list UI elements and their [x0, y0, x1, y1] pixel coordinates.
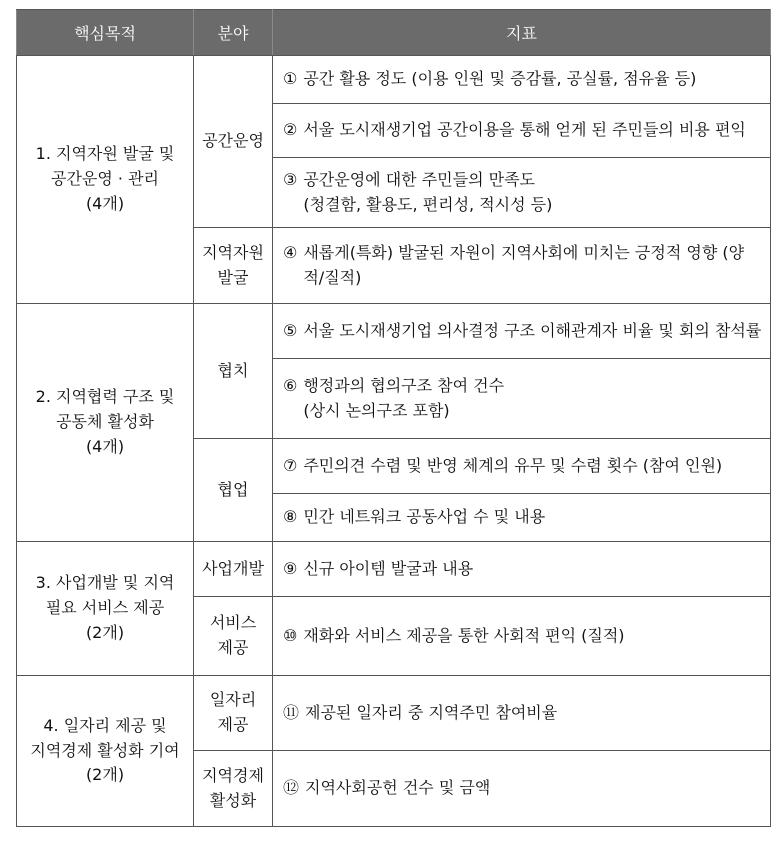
indicator-text: 신규 아이템 발굴과 내용 [303, 558, 474, 578]
indicator-text: 제공된 일자리 중 지역주민 참여비율 [305, 702, 558, 722]
field-cell [194, 542, 273, 597]
table-body [17, 56, 771, 827]
field-cell [194, 304, 273, 439]
indicator-main: 행정과의 협의구조 참여 건수 [303, 375, 505, 395]
field-cell [194, 56, 273, 228]
indicator-sub: (청결함, 활용도, 편리성, 적시성 등) [303, 194, 553, 214]
indicator-number: ⑩ [283, 625, 298, 645]
indicator-number: ⑫ [283, 778, 300, 798]
indicator-cell [273, 494, 771, 542]
header-field: 분야 [194, 10, 273, 56]
indicator-cell [273, 228, 771, 304]
indicator-number: ⑦ [283, 455, 298, 475]
indicator-cell [273, 751, 771, 827]
field-cell [194, 228, 273, 304]
indicator-number: ⑨ [283, 558, 298, 578]
field-label: 공간운영 [202, 131, 264, 151]
indicator-cell [273, 158, 771, 228]
field-label: 제공 [217, 715, 249, 734]
purpose-line: 3. 사업개발 및 지역 [35, 573, 175, 593]
indicator-number: ⑧ [283, 507, 298, 527]
indicator-text: 서울 도시재생기업 공간이용을 통해 얻게 된 주민들의 비용 편익 [303, 120, 746, 140]
indicator-number: ⑪ [283, 702, 300, 722]
indicator-number: ② [283, 120, 298, 140]
field-cell [194, 676, 273, 751]
field-label: 사업개발 [202, 558, 264, 578]
purpose-cell [17, 56, 194, 304]
indicator-cell [273, 542, 771, 597]
purpose-line: 2. 지역협력 구조 및 [35, 387, 175, 407]
indicator-cell [273, 676, 771, 751]
indicator-text: 서울 도시재생기업 의사결정 구조 이해관계자 비율 및 회의 참석률 [303, 320, 762, 340]
purpose-line: 공동체 활성화 [56, 412, 154, 432]
field-cell [194, 597, 273, 676]
indicator-number: ⑥ [283, 375, 298, 395]
indicator-number: ① [283, 69, 298, 89]
field-label: 협치 [217, 360, 249, 380]
purpose-count: (4개) [85, 193, 125, 213]
purpose-count: (4개) [85, 436, 125, 456]
field-label: 서비스 [209, 613, 257, 633]
field-cell [194, 439, 273, 542]
indicator-number: ③ [283, 169, 298, 189]
table-row [17, 304, 771, 359]
indicator-number: ⑤ [283, 320, 298, 340]
indicator-cell [273, 104, 771, 158]
field-label: 지역경제 [202, 765, 264, 785]
purpose-line: 지역경제 활성화 기여 [30, 740, 180, 760]
field-label: 활성화 [209, 790, 257, 810]
indicator-text: 새롭게(특화) 발굴된 자원이 지역사회에 미치는 긍정적 영향 (양적/질적) [303, 242, 745, 287]
purpose-count: (2개) [85, 622, 125, 642]
purpose-count: (2개) [85, 765, 125, 785]
purpose-cell [17, 676, 194, 827]
purpose-line: 4. 일자리 제공 및 [43, 715, 167, 735]
purpose-line: 필요 서비스 제공 [45, 598, 165, 618]
field-label: 지역자원 [202, 242, 264, 262]
header-purpose: 핵심목적 [17, 10, 194, 56]
field-cell [194, 751, 273, 827]
header-indicator: 지표 [273, 10, 771, 56]
purpose-cell [17, 304, 194, 542]
indicator-text: 민간 네트워크 공동사업 수 및 내용 [303, 507, 546, 527]
indicator-cell [273, 56, 771, 104]
indicator-cell [273, 597, 771, 676]
indicator-cell [273, 359, 771, 439]
purpose-line: 공간운영 · 관리 [51, 169, 159, 189]
field-label: 제공 [217, 638, 249, 657]
indicator-cell [273, 304, 771, 359]
indicator-text [303, 374, 762, 424]
field-label: 협업 [217, 479, 249, 499]
table-row [17, 56, 771, 104]
purpose-line: 1. 지역자원 발굴 및 [35, 144, 175, 164]
purpose-cell [17, 542, 194, 676]
indicator-text [303, 168, 762, 218]
indicator-number: ④ [283, 242, 298, 262]
indicator-text: 공간 활용 정도 (이용 인원 및 증감률, 공실률, 점유율 등) [303, 69, 697, 89]
indicator-sub: (상시 논의구조 포함) [303, 400, 450, 420]
header-row [17, 10, 771, 56]
table-row [17, 676, 771, 751]
indicator-text: 주민의견 수렴 및 반영 체계의 유무 및 수렴 횟수 (참여 인원) [303, 455, 723, 475]
indicator-cell [273, 439, 771, 494]
table-row [17, 542, 771, 597]
indicator-main: 공간운영에 대한 주민들의 만족도 [303, 169, 535, 189]
indicator-text: 지역사회공헌 건수 및 금액 [305, 778, 491, 798]
indicator-text: 재화와 서비스 제공을 통한 사회적 편익 (질적) [303, 625, 625, 645]
kpi-table [16, 9, 771, 827]
field-label: 발굴 [217, 267, 249, 287]
field-label: 일자리 [209, 690, 257, 710]
